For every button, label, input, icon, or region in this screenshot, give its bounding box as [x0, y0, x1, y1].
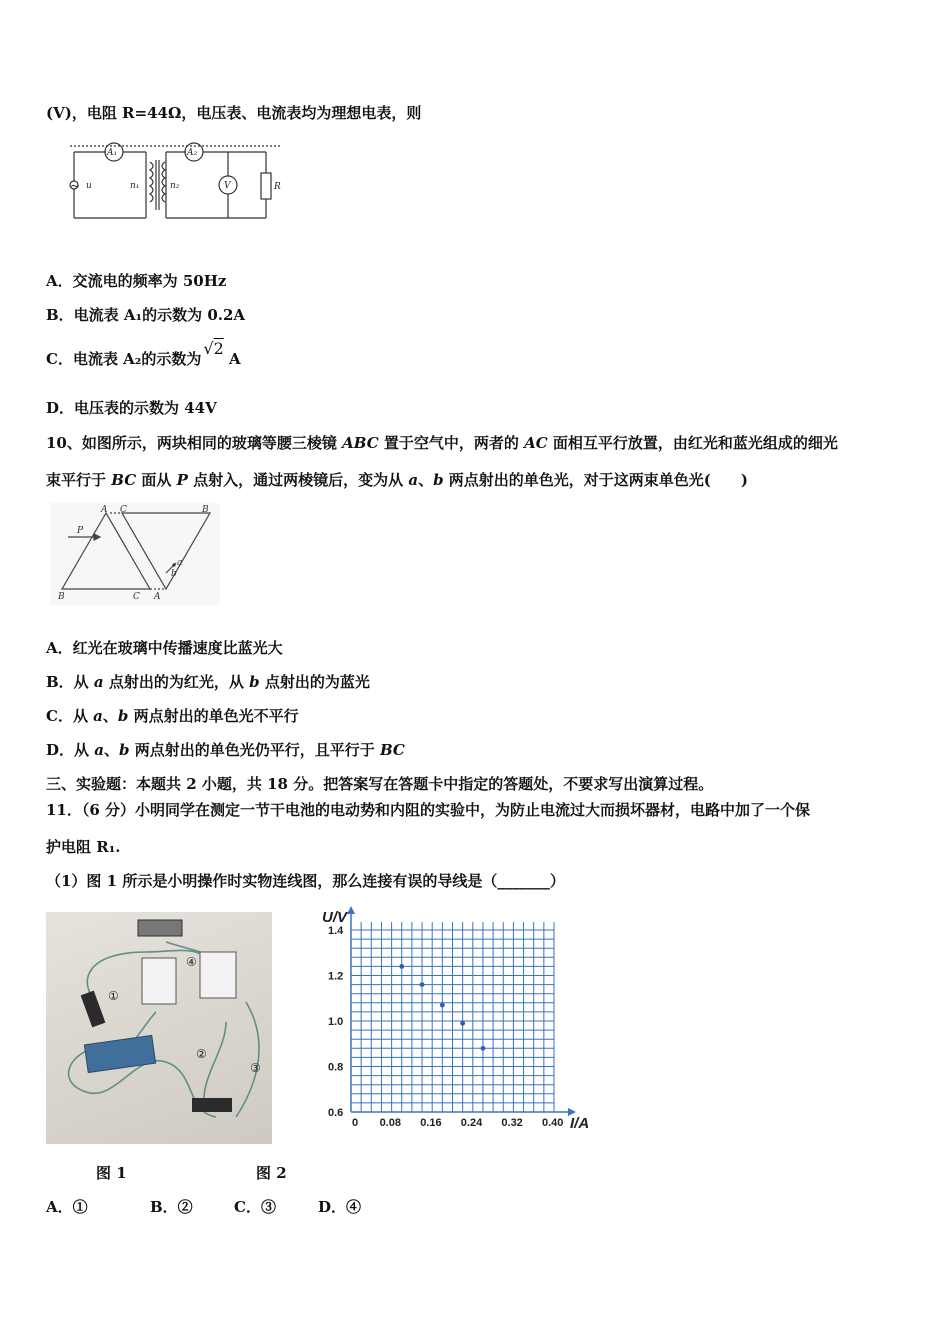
voltmeter-label: V: [224, 181, 231, 191]
section-3-heading: 三、实验题：本题共 2 小题，共 18 分。把答案写在答题卡中指定的答题处，不要求写出演算过程。: [46, 775, 714, 793]
q9-option-d[interactable]: D．电压表的示数为 44V: [46, 399, 217, 417]
source-label: u: [86, 181, 92, 191]
data-point: [481, 1046, 486, 1051]
q10-option-b[interactable]: B．从 a 点射出的为红光，从 b 点射出的为蓝光: [46, 673, 370, 691]
svg-text:a: a: [177, 558, 183, 568]
svg-text:B: B: [202, 505, 209, 515]
q10-option-a[interactable]: A．红光在玻璃中传播速度比蓝光大: [46, 639, 283, 657]
x-tick-label: 0.40: [542, 1117, 564, 1129]
data-point: [399, 964, 404, 969]
transformer-circuit-diagram: [66, 138, 286, 228]
q11-sub1: （1）图 1 所示是小明操作时实物连线图，那么连接有误的导线是（_______）: [46, 872, 565, 890]
circuit-photo-drawing: [46, 912, 272, 1144]
q10-stem-line2: 束平行于 BC 面从 P 点射入，通过两棱镜后，变为从 a、b 两点射出的单色光，对于这两束单色光( ): [46, 471, 748, 489]
secondary-coil-label: n₂: [170, 181, 180, 191]
ammeter-a2-label: A₂: [187, 148, 198, 158]
q9-intro-line: (V)，电阻 R=44Ω，电压表、电流表均为理想电表，则: [46, 104, 422, 122]
svg-text:C: C: [133, 592, 140, 602]
q11-stem-line1: 11．（6 分）小明同学在测定一节干电池的电动势和内阻的实验中，为防止电流过大而损坏器材，电路中加了一个保: [46, 801, 811, 819]
y-tick-label: 1.4: [328, 925, 344, 937]
svg-text:B: B: [58, 592, 65, 602]
wire-mark-2: ②: [196, 1047, 207, 1061]
y-tick-label: 0.6: [328, 1107, 344, 1119]
x-tick-label: 0.32: [501, 1117, 523, 1129]
x-axis-label: I/A: [570, 1115, 590, 1132]
x-tick-label: 0.16: [420, 1117, 442, 1129]
q9-option-c-unit: A: [229, 350, 241, 368]
q11-options: [46, 1196, 361, 1217]
data-point: [460, 1021, 465, 1026]
svg-text:C: C: [120, 505, 127, 515]
fig2-caption: 图 2: [256, 1164, 287, 1182]
q10-option-d[interactable]: D．从 a、b 两点射出的单色光仍平行，且平行于 BC: [46, 741, 405, 759]
svg-text:b: b: [171, 569, 177, 579]
wire-mark-1: ①: [108, 989, 119, 1003]
q9-option-a[interactable]: A．交流电的频率为 50Hz: [46, 272, 227, 290]
y-tick-label: 1.0: [328, 1016, 344, 1028]
circuit-photo: [46, 912, 272, 1144]
ammeter-a1-label: A₁: [107, 148, 118, 158]
y-axis-arrow: [347, 906, 355, 914]
x-tick-label: 0.24: [460, 1117, 483, 1129]
primary-coil-label: n₁: [130, 181, 140, 191]
q9-option-b[interactable]: B．电流表 A₁的示数为 0.2A: [46, 306, 246, 324]
data-point: [420, 982, 425, 987]
q11-option-b[interactable]: B．②: [150, 1198, 193, 1216]
x-tick-label: 0.08: [379, 1117, 402, 1129]
sqrt-symbol: √2: [203, 339, 224, 358]
wire-mark-4: ④: [186, 955, 197, 969]
y-axis-label: U/V: [322, 909, 348, 926]
ac-source-symbol: ~: [70, 179, 81, 193]
q11-option-c[interactable]: C．③: [234, 1198, 276, 1216]
q10-option-c[interactable]: C．从 a、b 两点射出的单色光不平行: [46, 707, 299, 725]
q11-stem-line2: 护电阻 R₁.: [46, 838, 121, 856]
svg-text:A: A: [154, 592, 161, 602]
x-tick-label: 0: [352, 1117, 359, 1129]
wire-mark-3: ③: [250, 1061, 261, 1075]
svg-text:A: A: [101, 505, 108, 515]
y-tick-label: 1.2: [328, 970, 344, 983]
q9-option-c-text: C．电流表 A₂的示数为: [46, 350, 202, 368]
u-i-chart: [318, 902, 608, 1134]
fig1-caption: 图 1: [96, 1164, 127, 1182]
q9-option-c[interactable]: [46, 339, 241, 369]
q10-stem-line1: 10、如图所示，两块相同的玻璃等腰三棱镜 ABC 置于空气中，两者的 AC 面相互平行放置，由红光和蓝光组成的细光: [46, 434, 838, 452]
q11-option-d[interactable]: D．④: [318, 1198, 362, 1216]
data-point: [440, 1003, 445, 1008]
y-tick-label: 0.8: [328, 1061, 344, 1074]
q11-option-a[interactable]: A．①: [46, 1198, 88, 1216]
svg-text:P: P: [77, 526, 84, 536]
resistor-label: R: [274, 182, 281, 192]
prism-diagram: [50, 503, 220, 605]
